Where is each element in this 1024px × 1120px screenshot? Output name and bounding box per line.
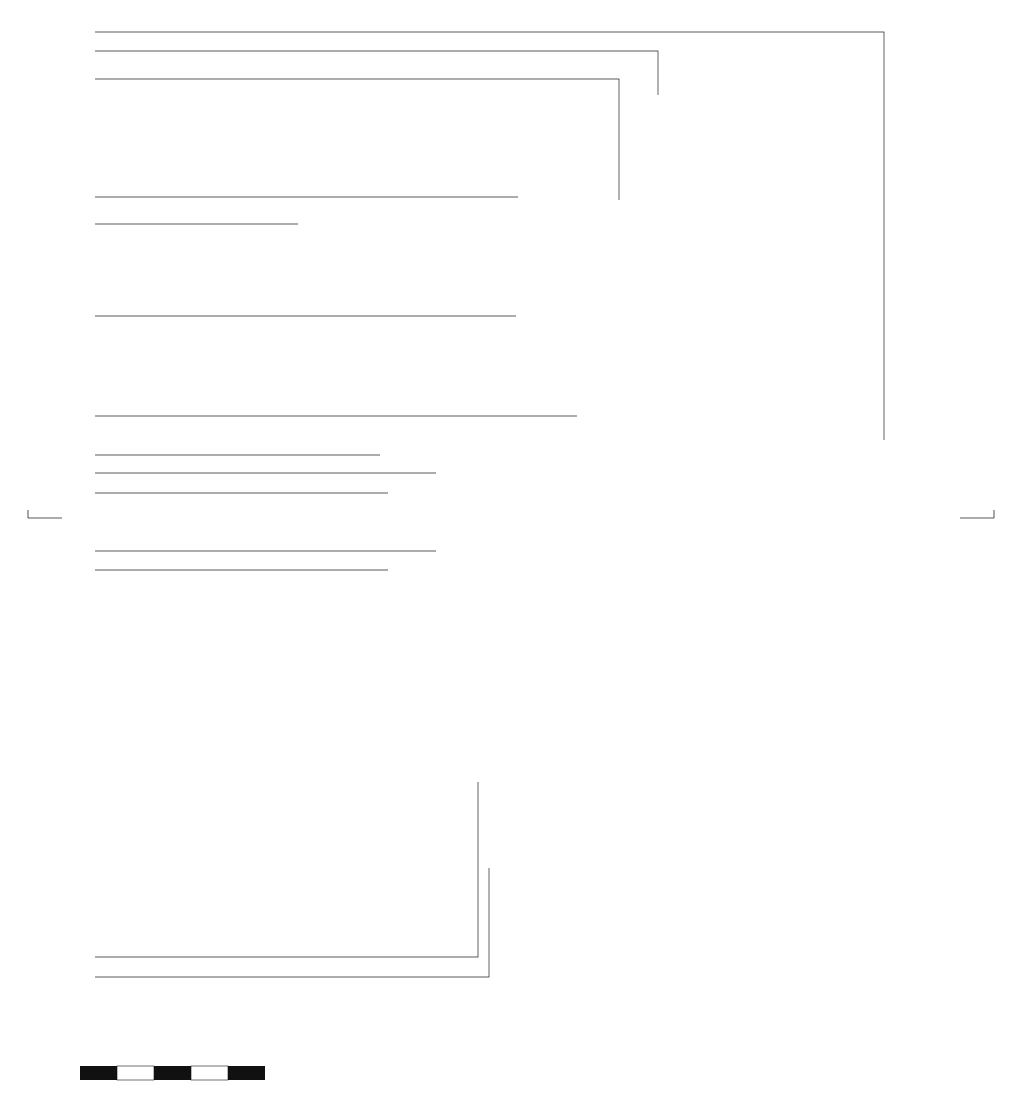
section-marker-right xyxy=(960,510,994,518)
leader-lines xyxy=(95,32,884,977)
scale-bar xyxy=(80,1066,265,1080)
section-marker-left xyxy=(28,510,62,518)
